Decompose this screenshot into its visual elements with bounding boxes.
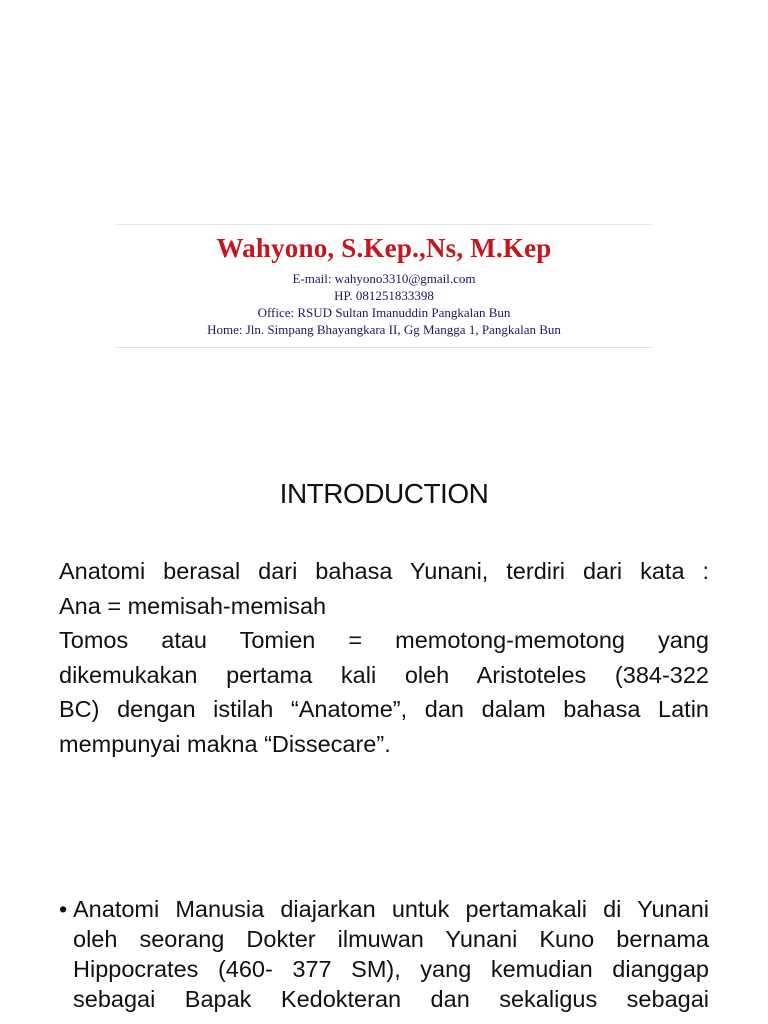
author-phone: HP. 081251833398 — [334, 288, 434, 303]
author-card — [116, 224, 652, 348]
author-email: E-mail: wahyono3310@gmail.com — [292, 271, 476, 286]
author-contact — [116, 270, 652, 338]
bullet-line: sebagai Bapak Kedokteran dan sekaligus sebagai — [73, 986, 709, 1012]
intro-line: Anatomi berasal dari bahasa Yunani, terdiri dari kata : — [59, 558, 709, 584]
author-office: Office: RSUD Sultan Imanuddin Pangkalan Bun — [257, 305, 511, 320]
bullet-line: Anatomi Manusia diajarkan untuk pertamakali di Yunani — [73, 896, 709, 922]
bullet-line: oleh seorang Dokter ilmuwan Yunani Kuno bernama — [73, 926, 709, 952]
intro-line: Tomos atau Tomien = memotong-memotong yang — [59, 627, 709, 653]
intro-line: BC) dengan istilah “Anatome”, dan dalam bahasa Latin — [59, 696, 709, 722]
author-name: Wahyono, S.Kep.,Ns, M.Kep — [216, 233, 552, 263]
page-title: INTRODUCTION — [279, 478, 489, 509]
intro-line: dikemukakan pertama kali oleh Aristoteles (384-322 — [59, 661, 709, 688]
author-home: Home: Jln. Simpang Bhayangkara II, Gg Mangga 1, Pangkalan Bun — [207, 322, 561, 337]
bullet-marker: • — [59, 896, 68, 922]
intro-line: mempunyai makna “Dissecare”. — [59, 730, 391, 757]
bullet-paragraph — [59, 894, 709, 1014]
intro-line: Ana = memisah-memisah — [59, 592, 327, 619]
intro-paragraph — [59, 554, 709, 761]
bullet-line: Hippocrates (460- 377 SM), yang kemudian dianggap — [73, 956, 709, 982]
